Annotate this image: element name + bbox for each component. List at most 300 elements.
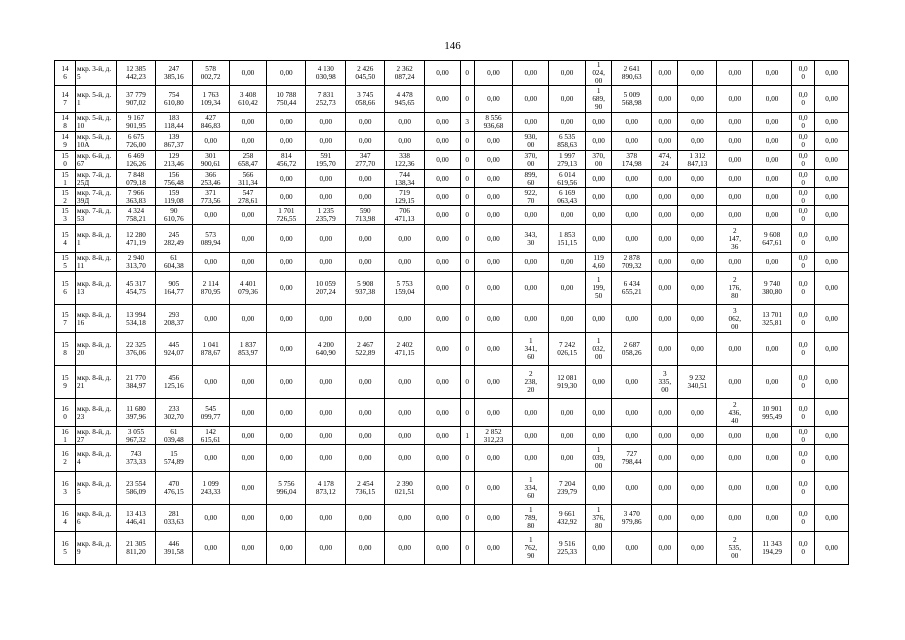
- address-cell: мкр. 8-й, д. 9: [76, 532, 117, 565]
- value-cell: 0,0 0: [792, 272, 815, 305]
- value-cell: 2 426 045,50: [346, 61, 385, 86]
- value-cell: 0,00: [549, 86, 586, 113]
- value-cell: 0,00: [717, 61, 753, 86]
- table-row: [55, 505, 849, 532]
- value-cell: 2 147, 36: [717, 225, 753, 253]
- value-cell: 0: [460, 170, 474, 188]
- value-cell: 0,00: [474, 132, 513, 151]
- value-cell: 0,00: [815, 472, 849, 505]
- value-cell: 11 680 397,96: [117, 399, 156, 427]
- value-cell: 0,00: [474, 333, 513, 366]
- value-cell: 0,00: [585, 188, 611, 206]
- value-cell: 4 178 873,12: [306, 472, 346, 505]
- value-cell: 0,00: [346, 225, 385, 253]
- value-cell: 0,00: [474, 445, 513, 472]
- value-cell: 0,00: [267, 445, 306, 472]
- value-cell: 1 039, 00: [585, 445, 611, 472]
- value-cell: 0,00: [267, 272, 306, 305]
- table-row: [55, 445, 849, 472]
- value-cell: 0,00: [425, 86, 461, 113]
- row-number-cell: 15 4: [55, 225, 76, 253]
- table-row: [55, 253, 849, 272]
- value-cell: 0,00: [474, 305, 513, 333]
- value-cell: 0,00: [717, 132, 753, 151]
- table-row: [55, 305, 849, 333]
- value-cell: 0,00: [612, 427, 652, 445]
- address-cell: мкр. 8-й, д. 4: [76, 445, 117, 472]
- value-cell: 0,00: [425, 188, 461, 206]
- value-cell: 0,00: [474, 170, 513, 188]
- value-cell: 0,00: [815, 61, 849, 86]
- value-cell: 0,00: [549, 445, 586, 472]
- register-table: [54, 60, 849, 565]
- value-cell: 1: [460, 427, 474, 445]
- value-cell: 0,00: [678, 225, 717, 253]
- value-cell: 2 114 870,95: [192, 272, 229, 305]
- value-cell: 0,00: [306, 113, 346, 132]
- row-number-cell: 16 3: [55, 472, 76, 505]
- value-cell: 1 312 847,13: [678, 151, 717, 170]
- value-cell: 0,00: [678, 188, 717, 206]
- address-cell: мкр. 8-й, д. 27: [76, 427, 117, 445]
- value-cell: 0,00: [612, 225, 652, 253]
- value-cell: 9 232 340,51: [678, 366, 717, 399]
- value-cell: 0,00: [474, 472, 513, 505]
- value-cell: 1 763 109,34: [192, 86, 229, 113]
- value-cell: 13 701 325,81: [753, 305, 792, 333]
- value-cell: 0,00: [652, 61, 678, 86]
- value-cell: 0,00: [549, 113, 586, 132]
- value-cell: 0,00: [652, 532, 678, 565]
- value-cell: 378 174,98: [612, 151, 652, 170]
- value-cell: 0: [460, 206, 474, 225]
- value-cell: 245 282,49: [155, 225, 192, 253]
- value-cell: 0: [460, 86, 474, 113]
- value-cell: 0,0 0: [792, 188, 815, 206]
- value-cell: 0,00: [753, 445, 792, 472]
- value-cell: 0,00: [425, 132, 461, 151]
- table-row: [55, 532, 849, 565]
- value-cell: 0,00: [513, 427, 549, 445]
- value-cell: 0,00: [753, 472, 792, 505]
- value-cell: 4 130 030,98: [306, 61, 346, 86]
- value-cell: 547 278,61: [229, 188, 267, 206]
- address-cell: мкр. 5-й, д. 1: [76, 86, 117, 113]
- value-cell: 814 456,72: [267, 151, 306, 170]
- row-number-cell: 14 6: [55, 61, 76, 86]
- value-cell: 1 997 279,13: [549, 151, 586, 170]
- value-cell: 0,00: [753, 151, 792, 170]
- value-cell: 0: [460, 333, 474, 366]
- value-cell: 0,00: [474, 272, 513, 305]
- value-cell: 0,00: [815, 272, 849, 305]
- value-cell: 566 311,34: [229, 170, 267, 188]
- value-cell: 0,00: [306, 427, 346, 445]
- value-cell: 0,00: [612, 532, 652, 565]
- table-row: [55, 61, 849, 86]
- value-cell: 0,00: [267, 532, 306, 565]
- value-cell: 0,00: [652, 399, 678, 427]
- value-cell: 0,00: [306, 532, 346, 565]
- value-cell: 0,0 0: [792, 225, 815, 253]
- value-cell: 6 469 126,26: [117, 151, 156, 170]
- value-cell: 0,00: [346, 305, 385, 333]
- value-cell: 0,00: [229, 225, 267, 253]
- value-cell: 2 390 021,51: [385, 472, 425, 505]
- value-cell: 2 535, 00: [717, 532, 753, 565]
- value-cell: 0,00: [192, 366, 229, 399]
- value-cell: 0,00: [678, 333, 717, 366]
- value-cell: 0,00: [652, 86, 678, 113]
- value-cell: 0,00: [474, 253, 513, 272]
- value-cell: 3 335, 00: [652, 366, 678, 399]
- value-cell: 0,00: [267, 333, 306, 366]
- value-cell: 0,00: [678, 206, 717, 225]
- value-cell: 0,00: [815, 188, 849, 206]
- value-cell: 0,00: [815, 305, 849, 333]
- value-cell: 0,0 0: [792, 253, 815, 272]
- value-cell: 0,00: [678, 399, 717, 427]
- value-cell: 0,00: [229, 61, 267, 86]
- value-cell: 9 167 901,95: [117, 113, 156, 132]
- value-cell: 0: [460, 188, 474, 206]
- value-cell: 0,00: [652, 445, 678, 472]
- value-cell: 0,00: [425, 445, 461, 472]
- value-cell: 0,00: [229, 399, 267, 427]
- value-cell: 2 467 522,89: [346, 333, 385, 366]
- value-cell: 1 689, 90: [585, 86, 611, 113]
- value-cell: 0,00: [306, 225, 346, 253]
- value-cell: 0,00: [229, 253, 267, 272]
- value-cell: 0,00: [753, 427, 792, 445]
- value-cell: 0,00: [753, 113, 792, 132]
- value-cell: 0,0 0: [792, 206, 815, 225]
- row-number-cell: 16 1: [55, 427, 76, 445]
- address-cell: мкр. 8-й, д. 13: [76, 272, 117, 305]
- value-cell: 0,00: [425, 305, 461, 333]
- value-cell: 0,00: [815, 113, 849, 132]
- value-cell: 0,00: [753, 86, 792, 113]
- value-cell: 2 852 312,23: [474, 427, 513, 445]
- value-cell: 0,00: [425, 366, 461, 399]
- value-cell: 0,00: [385, 532, 425, 565]
- value-cell: 0,00: [385, 225, 425, 253]
- address-cell: мкр. 8-й, д. 20: [76, 333, 117, 366]
- value-cell: 0,00: [425, 170, 461, 188]
- value-cell: 5 756 996,04: [267, 472, 306, 505]
- row-number-cell: 14 8: [55, 113, 76, 132]
- value-cell: 2 436, 40: [717, 399, 753, 427]
- row-number-cell: 16 2: [55, 445, 76, 472]
- row-number-cell: 15 2: [55, 188, 76, 206]
- value-cell: 23 554 586,09: [117, 472, 156, 505]
- value-cell: 0,0 0: [792, 532, 815, 565]
- value-cell: 0,00: [815, 86, 849, 113]
- value-cell: 1 837 853,97: [229, 333, 267, 366]
- row-number-cell: 15 9: [55, 366, 76, 399]
- value-cell: 10 788 750,44: [267, 86, 306, 113]
- value-cell: 0,00: [549, 305, 586, 333]
- value-cell: 3 745 058,66: [346, 86, 385, 113]
- value-cell: 0,00: [229, 305, 267, 333]
- value-cell: 744 138,34: [385, 170, 425, 188]
- value-cell: 0,00: [513, 272, 549, 305]
- row-number-cell: 15 5: [55, 253, 76, 272]
- value-cell: 0,00: [425, 253, 461, 272]
- value-cell: 0,0 0: [792, 61, 815, 86]
- page-number: 146: [444, 40, 461, 52]
- value-cell: 0,00: [267, 132, 306, 151]
- value-cell: 61 604,38: [155, 253, 192, 272]
- value-cell: 0,00: [612, 206, 652, 225]
- value-cell: 1 032, 00: [585, 333, 611, 366]
- table-row: [55, 472, 849, 505]
- value-cell: 0,00: [717, 333, 753, 366]
- value-cell: 0,00: [815, 532, 849, 565]
- value-cell: 22 325 376,06: [117, 333, 156, 366]
- value-cell: 9 661 432,92: [549, 505, 586, 532]
- value-cell: 0,00: [229, 445, 267, 472]
- value-cell: 2 454 736,15: [346, 472, 385, 505]
- value-cell: 0,00: [612, 366, 652, 399]
- value-cell: 7 242 026,15: [549, 333, 586, 366]
- value-cell: 0: [460, 272, 474, 305]
- value-cell: 10 059 207,24: [306, 272, 346, 305]
- value-cell: 573 089,94: [192, 225, 229, 253]
- value-cell: 0,00: [652, 188, 678, 206]
- value-cell: 0,00: [678, 253, 717, 272]
- value-cell: 7 966 363,83: [117, 188, 156, 206]
- value-cell: 258 658,47: [229, 151, 267, 170]
- value-cell: 0: [460, 399, 474, 427]
- value-cell: 366 253,46: [192, 170, 229, 188]
- value-cell: 706 471,13: [385, 206, 425, 225]
- value-cell: 1 199, 50: [585, 272, 611, 305]
- row-number-cell: 15 0: [55, 151, 76, 170]
- value-cell: 2 238, 20: [513, 366, 549, 399]
- value-cell: 0,00: [513, 206, 549, 225]
- value-cell: 0,0 0: [792, 472, 815, 505]
- value-cell: 0,00: [513, 86, 549, 113]
- value-cell: 0,00: [346, 132, 385, 151]
- value-cell: 0,00: [585, 113, 611, 132]
- value-cell: 0,00: [753, 188, 792, 206]
- value-cell: 727 798,44: [612, 445, 652, 472]
- value-cell: 0,00: [385, 399, 425, 427]
- row-number-cell: 15 6: [55, 272, 76, 305]
- value-cell: 0,00: [513, 399, 549, 427]
- table-row: [55, 333, 849, 366]
- address-cell: мкр. 8-й, д. 5: [76, 472, 117, 505]
- value-cell: 2 362 087,24: [385, 61, 425, 86]
- value-cell: 0,00: [815, 427, 849, 445]
- address-cell: мкр. 3-й, д. 5: [76, 61, 117, 86]
- value-cell: 0,00: [585, 206, 611, 225]
- value-cell: 1 334, 60: [513, 472, 549, 505]
- value-cell: 0,00: [652, 253, 678, 272]
- value-cell: 0,00: [346, 427, 385, 445]
- value-cell: 545 099,77: [192, 399, 229, 427]
- value-cell: 591 195,70: [306, 151, 346, 170]
- value-cell: 0,00: [678, 170, 717, 188]
- value-cell: 0,0 0: [792, 366, 815, 399]
- value-cell: 12 081 919,30: [549, 366, 586, 399]
- value-cell: 0,00: [815, 170, 849, 188]
- address-cell: мкр. 5-й, д. 10: [76, 113, 117, 132]
- value-cell: 0,00: [815, 366, 849, 399]
- value-cell: 142 615,61: [192, 427, 229, 445]
- value-cell: 0,00: [612, 399, 652, 427]
- value-cell: 7 831 252,73: [306, 86, 346, 113]
- value-cell: 0,00: [585, 472, 611, 505]
- value-cell: 1 099 243,33: [192, 472, 229, 505]
- value-cell: 0,00: [678, 86, 717, 113]
- value-cell: 6 434 655,21: [612, 272, 652, 305]
- value-cell: 0,00: [717, 505, 753, 532]
- value-cell: 183 118,44: [155, 113, 192, 132]
- value-cell: 0,00: [717, 86, 753, 113]
- value-cell: 338 122,36: [385, 151, 425, 170]
- value-cell: 0,00: [346, 170, 385, 188]
- value-cell: 37 779 907,02: [117, 86, 156, 113]
- value-cell: 2 878 709,32: [612, 253, 652, 272]
- value-cell: 0,00: [192, 206, 229, 225]
- value-cell: 0,00: [267, 225, 306, 253]
- value-cell: 21 770 384,97: [117, 366, 156, 399]
- value-cell: 0: [460, 505, 474, 532]
- value-cell: 0,00: [652, 305, 678, 333]
- row-number-cell: 15 8: [55, 333, 76, 366]
- value-cell: 0,00: [585, 399, 611, 427]
- value-cell: 1 341, 60: [513, 333, 549, 366]
- value-cell: 445 924,07: [155, 333, 192, 366]
- address-cell: мкр. 7-й, д. 39Д: [76, 188, 117, 206]
- value-cell: 10 901 995,49: [753, 399, 792, 427]
- value-cell: 0,00: [513, 445, 549, 472]
- value-cell: 0,00: [474, 86, 513, 113]
- value-cell: 7 204 239,79: [549, 472, 586, 505]
- value-cell: 4 200 640,90: [306, 333, 346, 366]
- value-cell: 0,00: [346, 188, 385, 206]
- value-cell: 0,00: [717, 206, 753, 225]
- value-cell: 0,00: [717, 366, 753, 399]
- row-number-cell: 15 7: [55, 305, 76, 333]
- value-cell: 3 055 967,32: [117, 427, 156, 445]
- address-cell: мкр. 8-й, д. 11: [76, 253, 117, 272]
- value-cell: 0,0 0: [792, 427, 815, 445]
- value-cell: 8 556 936,68: [474, 113, 513, 132]
- value-cell: 0,00: [192, 132, 229, 151]
- value-cell: 0,00: [474, 151, 513, 170]
- value-cell: 0,0 0: [792, 132, 815, 151]
- value-cell: 0: [460, 305, 474, 333]
- value-cell: 0,00: [678, 305, 717, 333]
- value-cell: 0,00: [425, 399, 461, 427]
- value-cell: 0,00: [474, 505, 513, 532]
- value-cell: 0,00: [585, 532, 611, 565]
- value-cell: 0,00: [652, 132, 678, 151]
- value-cell: 427 846,83: [192, 113, 229, 132]
- value-cell: 293 208,37: [155, 305, 192, 333]
- value-cell: 474, 24: [652, 151, 678, 170]
- value-cell: 0,00: [229, 472, 267, 505]
- value-cell: 0,00: [267, 61, 306, 86]
- value-cell: 3 408 610,42: [229, 86, 267, 113]
- value-cell: 0: [460, 445, 474, 472]
- value-cell: 0,00: [229, 206, 267, 225]
- value-cell: 0,00: [612, 170, 652, 188]
- value-cell: 0,00: [815, 505, 849, 532]
- value-cell: 0,00: [385, 366, 425, 399]
- value-cell: 0,00: [753, 505, 792, 532]
- value-cell: 0,0 0: [792, 113, 815, 132]
- value-cell: 0,00: [267, 305, 306, 333]
- value-cell: 0,00: [385, 427, 425, 445]
- value-cell: 6 169 063,43: [549, 188, 586, 206]
- value-cell: 0,00: [678, 505, 717, 532]
- value-cell: 1 235 235,79: [306, 206, 346, 225]
- value-cell: 9 608 647,61: [753, 225, 792, 253]
- value-cell: 0,00: [815, 225, 849, 253]
- value-cell: 0,00: [652, 505, 678, 532]
- value-cell: 1 041 878,67: [192, 333, 229, 366]
- value-cell: 0,00: [425, 472, 461, 505]
- value-cell: 156 756,48: [155, 170, 192, 188]
- value-cell: 0,00: [678, 132, 717, 151]
- value-cell: 0,00: [425, 532, 461, 565]
- value-cell: 11 343 194,29: [753, 532, 792, 565]
- row-number-cell: 15 1: [55, 170, 76, 188]
- value-cell: 0,00: [753, 61, 792, 86]
- value-cell: 0,00: [815, 333, 849, 366]
- value-cell: 0,00: [585, 305, 611, 333]
- value-cell: 0,00: [678, 445, 717, 472]
- value-cell: 371 773,56: [192, 188, 229, 206]
- value-cell: 0,0 0: [792, 305, 815, 333]
- value-cell: 139 867,37: [155, 132, 192, 151]
- value-cell: 0,00: [717, 113, 753, 132]
- value-cell: 0,0 0: [792, 170, 815, 188]
- value-cell: 578 002,72: [192, 61, 229, 86]
- value-cell: 0,00: [612, 305, 652, 333]
- value-cell: 0,00: [652, 206, 678, 225]
- value-cell: 446 391,58: [155, 532, 192, 565]
- value-cell: 1 376, 80: [585, 505, 611, 532]
- address-cell: мкр. 5-й, д. 10А: [76, 132, 117, 151]
- value-cell: 0,00: [678, 61, 717, 86]
- value-cell: 2 176, 80: [717, 272, 753, 305]
- value-cell: 301 900,61: [192, 151, 229, 170]
- value-cell: 0,0 0: [792, 399, 815, 427]
- value-cell: 0,00: [385, 253, 425, 272]
- value-cell: 0,00: [612, 472, 652, 505]
- value-cell: 0,00: [192, 445, 229, 472]
- value-cell: 0,00: [549, 272, 586, 305]
- address-cell: мкр. 8-й, д. 16: [76, 305, 117, 333]
- value-cell: 0,00: [267, 170, 306, 188]
- table-row: [55, 399, 849, 427]
- value-cell: 0,00: [346, 505, 385, 532]
- address-cell: мкр. 7-й, д. 25Д: [76, 170, 117, 188]
- value-cell: 0,00: [815, 151, 849, 170]
- value-cell: 9 740 380,80: [753, 272, 792, 305]
- value-cell: 0,00: [346, 399, 385, 427]
- value-cell: 0,00: [753, 366, 792, 399]
- value-cell: 0,00: [549, 61, 586, 86]
- value-cell: 0,00: [229, 132, 267, 151]
- value-cell: 899, 60: [513, 170, 549, 188]
- value-cell: 0,00: [678, 532, 717, 565]
